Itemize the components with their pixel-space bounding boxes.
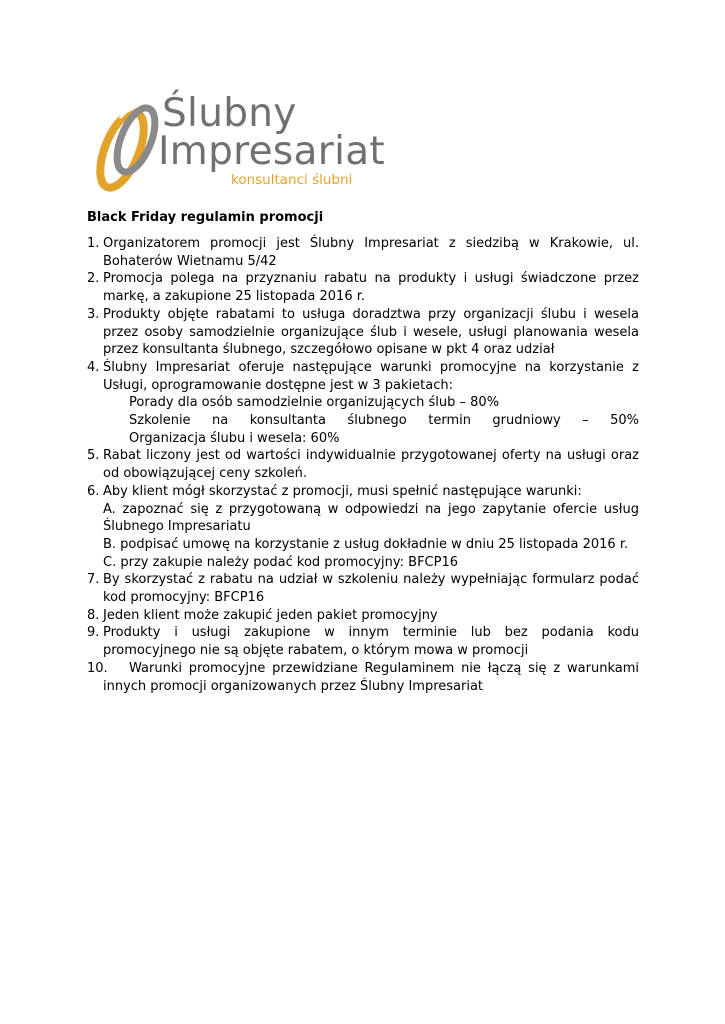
- term-text: Produkty objęte rabatami to usługa doradztwa przy organizacji ślubu i wesela przez osoby samodzielnie organizujące ślub i wesele, usługi planowania wesela przez konsultanta ślubnego, szczegółowo opisane w pkt 4 oraz udział: [103, 306, 639, 358]
- brand-tagline: konsultanci ślubni: [231, 172, 353, 188]
- brand-name-line2: Impresariat: [158, 129, 385, 174]
- brand-name-line1: Ślubny: [162, 91, 297, 136]
- term-text: Jeden klient może zakupić jeden pakiet promocyjny: [103, 607, 438, 623]
- package-item: Porady dla osób samodzielnie organizujących ślub – 80%: [129, 395, 500, 411]
- package-item: Organizacja ślubu i wesela: 60%: [129, 430, 340, 446]
- company-logo: [92, 91, 385, 202]
- term-text: Rabat liczony jest od wartości indywidualnie przygotowanej oferty na usługi oraz od obowiązującej ceny szkoleń.: [103, 448, 639, 482]
- term-number: 8.: [87, 607, 100, 623]
- term-number: 6.: [87, 483, 100, 499]
- term-item-9: [87, 624, 639, 659]
- term-item-4: [87, 359, 639, 448]
- term-text: Produkty i usługi zakupione w innym terminie lub bez podania kodu promocyjnego nie są objęte rabatem, o którym mowa w promocji: [103, 625, 639, 659]
- term-number: 1.: [87, 236, 100, 251]
- document-title: Black Friday regulamin promocji: [87, 210, 324, 225]
- term-text: Promocja polega na przyznaniu rabatu na produkty i usługi świadczone przez markę, a zakupione 25 listopada 2016 r.: [103, 271, 639, 305]
- term-item-10: [87, 660, 639, 695]
- term-item-6: [87, 483, 639, 572]
- term-text: Aby klient mógł skorzystać z promocji, musi spełnić następujące warunki:: [103, 483, 582, 499]
- term-text: By skorzystać z rabatu na udział w szkoleniu należy wypełniając formularz podać kod promocyjny: BFCP16: [103, 572, 639, 606]
- condition-item: B. podpisać umowę na korzystanie z usług dokładnie w dniu 25 listopada 2016 r.: [103, 536, 629, 552]
- term-item-5: [87, 447, 639, 482]
- term-number: 5.: [87, 448, 100, 464]
- package-item: Szkolenie na konsultanta ślubnego termin grudniowy – 50%: [129, 413, 639, 429]
- term-item-2: [87, 270, 639, 305]
- term-number: 3.: [87, 306, 100, 322]
- term-item-8: [87, 607, 639, 625]
- condition-item: A. zapoznać się z przygotowaną w odpowiedzi na jego zapytanie ofercie usług Ślubnego Impresariatu: [103, 501, 639, 535]
- term-item-7: [87, 571, 639, 606]
- condition-item: C. przy zakupie należy podać kod promocyjny: BFCP16: [103, 554, 458, 570]
- term-text: Organizatorem promocji jest Ślubny Impresariat z siedzibą w Krakowie, ul. Bohaterów Wietnamu 5/42: [103, 236, 639, 269]
- rings-logo-icon: [92, 98, 164, 198]
- term-number: 2.: [87, 271, 100, 287]
- term-number: 9.: [87, 625, 100, 641]
- term-text: Warunki promocyjne przewidziane Regulaminem nie łączą się z warunkami innych promocji organizowanych przez Ślubny Impresariat: [103, 660, 639, 694]
- term-number: 4.: [87, 359, 100, 375]
- term-number: 7.: [87, 572, 100, 588]
- terms-list: [87, 235, 639, 695]
- term-text: Ślubny Impresariat oferuje następujące warunki promocyjne na korzystanie z Usługi, oprogramowanie dostępne jest w 3 pakietach:: [103, 359, 639, 393]
- term-item-1: [87, 235, 639, 270]
- term-item-3: [87, 306, 639, 359]
- term-number: 10.: [87, 660, 108, 676]
